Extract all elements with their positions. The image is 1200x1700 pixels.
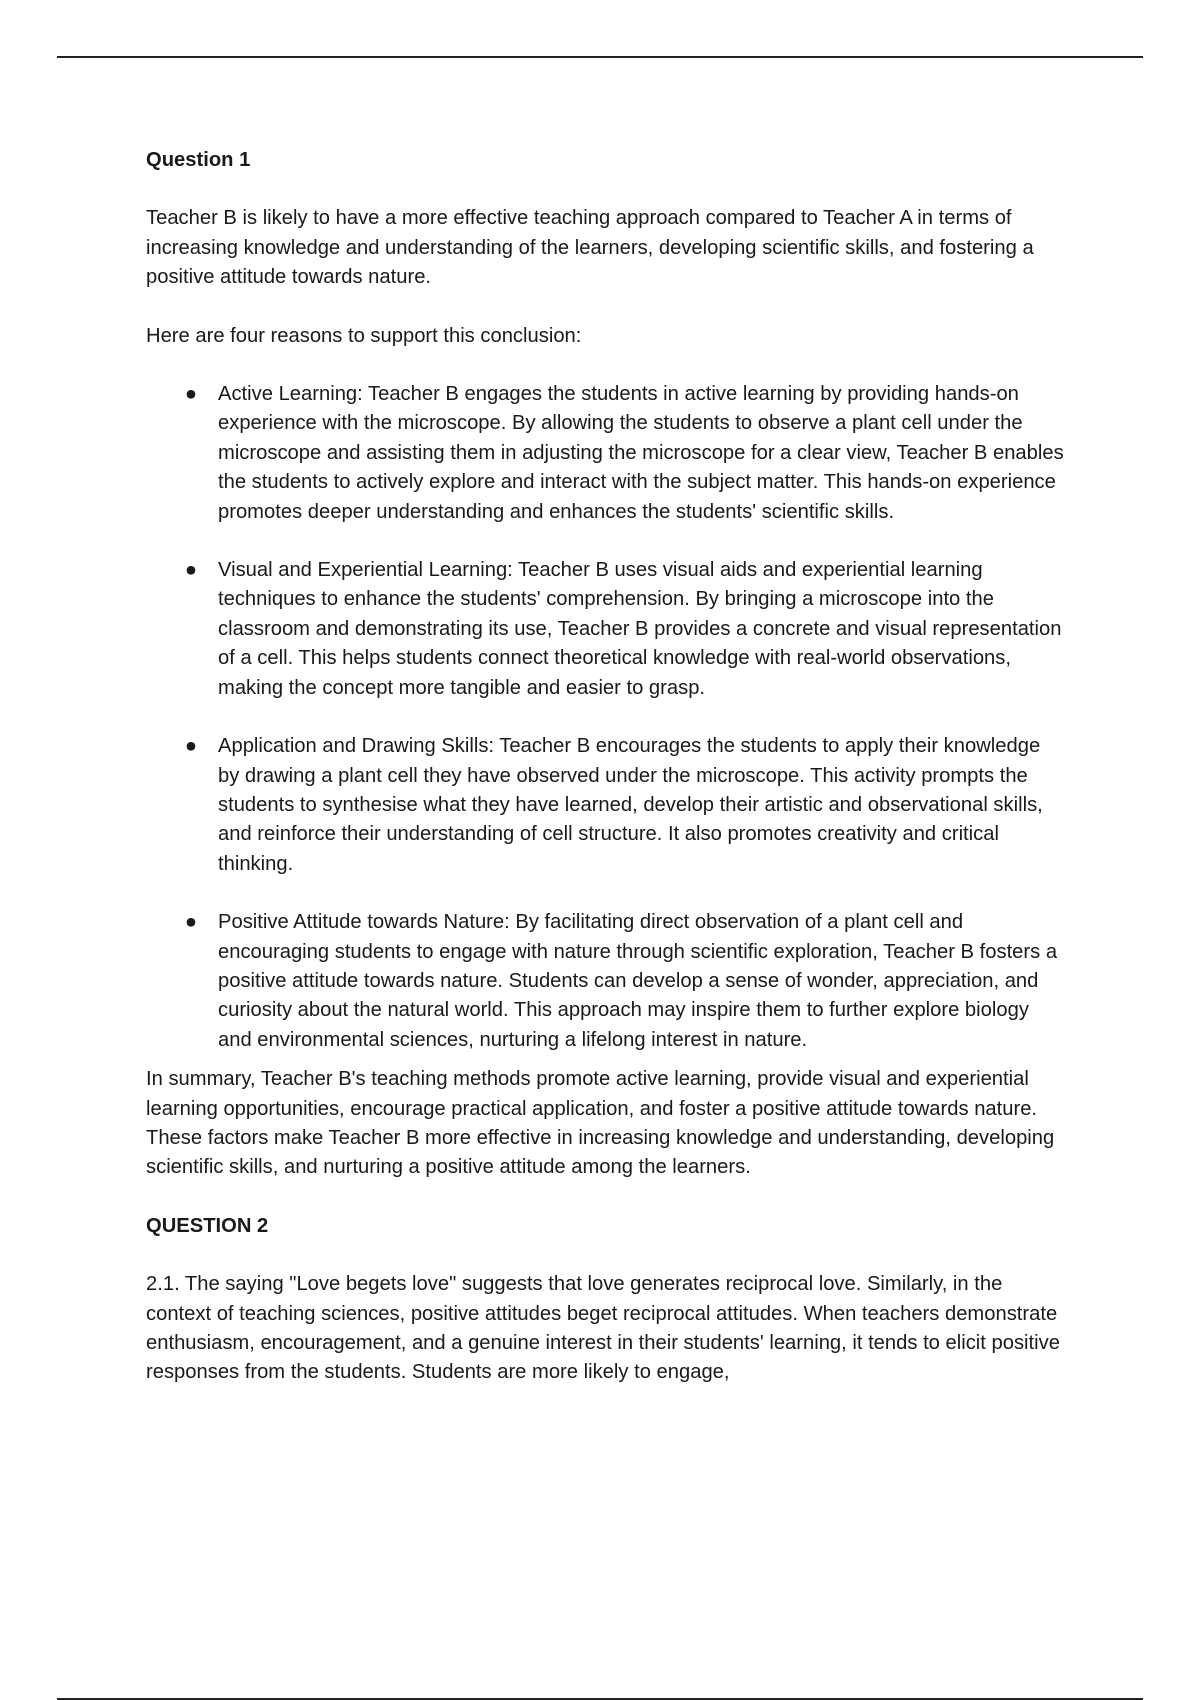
question-1-summary: In summary, Teacher B's teaching methods promote active learning, provide visual and experiential learning opportunities, encourage practical application, and foster a positive attitude towards nature. These factors make Teacher B more effective in increasing knowledge and understanding, developing scientific skills, and nurturing a positive attitude among the learners. xyxy=(146,1068,1055,1179)
reasons-list xyxy=(146,380,1066,1055)
reason-item-application-drawing xyxy=(146,732,1066,879)
reason-item-positive-attitude xyxy=(146,908,1066,1055)
question-2-paragraph: 2.1. The saying "Love begets love" suggests that love generates reciprocal love. Similarly, in the context of teaching sciences, positive attitudes beget reciprocal attitudes. When teachers demonstrate enthusiasm, encouragement, and a genuine interest in their students' learning, it tends to elicit positive responses from the students. Students are more likely to engage, xyxy=(146,1273,1060,1384)
question-1-heading: Question 1 xyxy=(146,149,251,171)
reason-item-visual-learning xyxy=(146,556,1066,703)
top-rule xyxy=(57,56,1143,58)
bullet-icon: ● xyxy=(184,911,198,934)
reason-text: Application and Drawing Skills: Teacher B encourages the students to apply their knowledge by drawing a plant cell they have observed under the microscope. This activity prompts the students to synthesise what they have learned, develop their artistic and observational skills, and reinforce their understanding of cell structure. It also promotes creativity and critical thinking. xyxy=(218,735,1043,875)
reason-item-active-learning xyxy=(146,380,1066,527)
reason-text: Positive Attitude towards Nature: By facilitating direct observation of a plant cell and encouraging students to engage with nature through scientific exploration, Teacher B fosters a positive attitude towards nature. Students can develop a sense of wonder, appreciation, and curiosity about the natural world. This approach may inspire them to further explore biology and environmental sciences, nurturing a lifelong interest in nature. xyxy=(218,911,1058,1051)
bullet-icon: ● xyxy=(184,383,198,406)
question-2-heading: QUESTION 2 xyxy=(146,1214,269,1237)
document-body xyxy=(146,146,1066,1417)
reasons-lead: Here are four reasons to support this conclusion: xyxy=(146,324,582,347)
bullet-icon: ● xyxy=(184,559,198,582)
reason-text: Active Learning: Teacher B engages the students in active learning by providing hands-on experience with the microscope. By allowing the students to observe a plant cell under the microscope and assisting them in adjusting the microscope for a clear view, Teacher B enables the students to actively explore and interact with the subject matter. This hands-on experience promotes deeper understanding and enhances the students' scientific skills. xyxy=(218,383,1064,523)
reason-text: Visual and Experiential Learning: Teacher B uses visual aids and experiential learning techniques to enhance the students' comprehension. By bringing a microscope into the classroom and demonstrating its use, Teacher B provides a concrete and visual representation of a cell. This helps students connect theoretical knowledge with real-world observations, making the concept more tangible and easier to grasp. xyxy=(218,559,1062,699)
question-1-intro: Teacher B is likely to have a more effective teaching approach compared to Teacher A in terms of increasing knowledge and understanding of the learners, developing scientific skills, and fostering a positive attitude towards nature. xyxy=(146,207,1034,289)
bullet-icon: ● xyxy=(184,735,198,758)
